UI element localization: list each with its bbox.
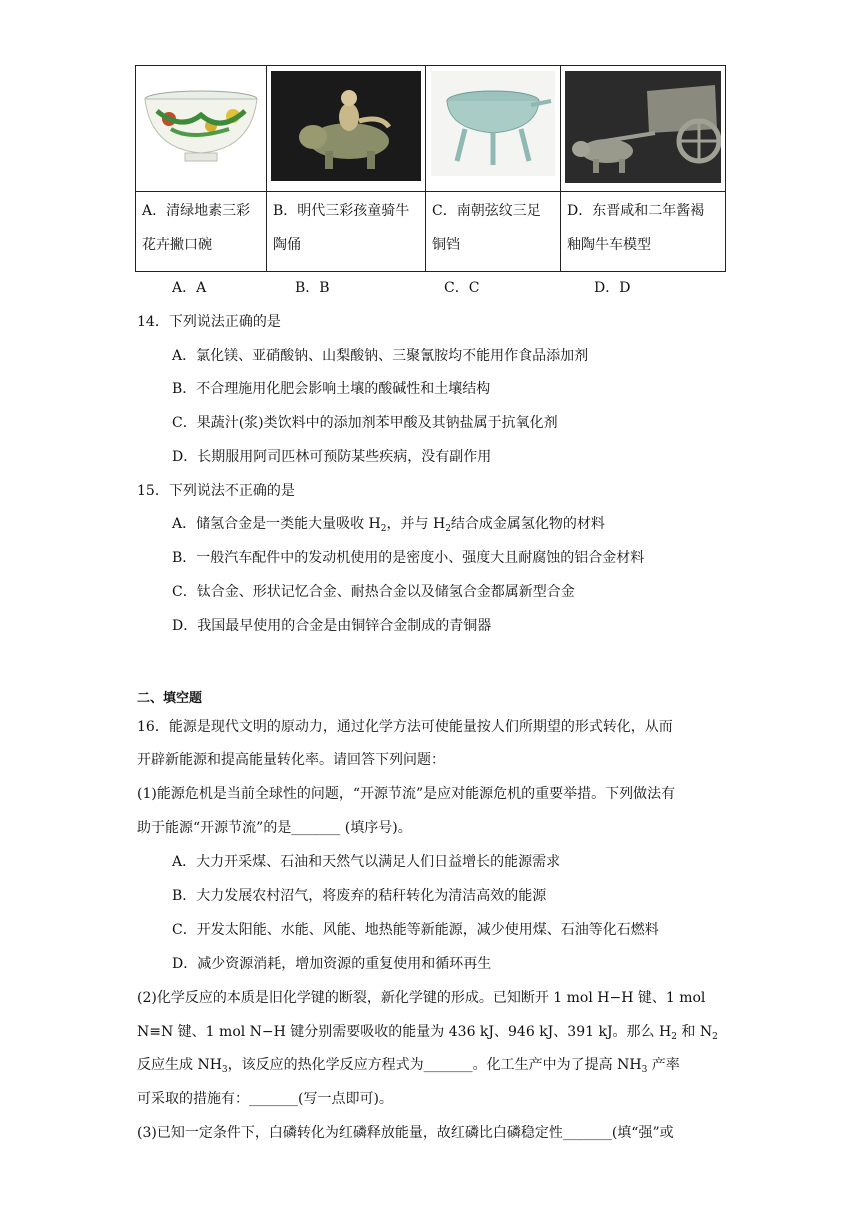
q13-answer-options [0,278,860,298]
q15-option-c: C．钛合金、形状记忆合金、耐热合金以及储氢合金都属新型合金 [172,584,575,600]
q15-option-d: D．我国最早使用的合金是由铜锌合金制成的青铜器 [172,618,492,634]
q15-option-a: A．储氢合金是一类能大量吸收 $H_2$，并与 $H_2$结合成金属氢化物的材料 [172,516,605,534]
child-riding-ox-figurine-image [271,71,421,181]
q14-option-c: C．果蔬汁(浆)类饮料中的添加剂苯甲酸及其钠盐属于抗氧化剂 [172,415,558,431]
q14-option-a: A．氯化镁、亚硝酸钠、山梨酸钠、三聚氰胺均不能用作食品添加剂 [172,348,589,364]
bronze-tripod-vessel-image [431,71,555,176]
q14-stem: 14．下列说法正确的是 [137,314,281,330]
section-heading: 二、填空题 [137,691,203,706]
q16-part1-line1: (1)能源危机是当前全球性的问题，“开源节流”是应对能源危机的重要举措。下列做法有 [137,786,676,802]
q16-part1-option-c: C．开发太阳能、水能、风能、地热能等新能源，减少使用煤、石油等化石燃料 [172,922,659,938]
q14-option-d: D．长期服用阿司匹林可预防某些疾病，没有副作用 [172,449,492,465]
q14-option-b: B．不合理施用化肥会影响土壤的酸碱性和土壤结构 [172,381,491,397]
q16-part1-line2: 助于能源“开源节流”的是_______ (填序号)。 [137,820,412,836]
artifact-image-table [135,65,726,272]
caption-d: D．东晋咸和二年酱褐 釉陶牛车模型 [561,192,726,272]
q16-part1-option-b: B．大力发展农村沼气，将废弃的秸秆转化为清洁高效的能源 [172,888,547,904]
answer-option-d: D．D [594,280,631,296]
image-cell-c [426,66,561,192]
image-cell-d [561,66,726,192]
image-cell-a [136,66,267,192]
caption-a: A．清绿地素三彩 花卉撇口碗 [136,192,267,272]
q16-part3-line1: (3)已知一定条件下，白磷转化为红磷释放能量，故红磷比白磷稳定性_______(填“强”或 [137,1125,674,1141]
q16-stem-line1: 16．能源是现代文明的原动力，通过化学方法可使能量按人们所期望的形式转化，从而 [137,719,673,735]
q15-stem: 15．下列说法不正确的是 [137,483,295,499]
image-cell-b [267,66,426,192]
q16-part1-option-a: A．大力开采煤、石油和天然气以满足人们日益增长的能源需求 [172,854,561,870]
caption-c: C．南朝弦纹三足 铜铛 [426,192,561,272]
answer-option-c: C．C [444,280,480,296]
q16-stem-line2: 开辟新能源和提高能量转化率。请回答下列问题： [137,752,445,768]
q16-part2-line2: N≡N 键、1 mol N−H 键分别需要吸收的能量为 436 kJ、946 kJ、391 kJ。那么 $H_2$ 和 $N_2$ [137,1024,718,1042]
caption-b: B．明代三彩孩童骑牛 陶俑 [267,192,426,272]
q16-part2-line3: 反应生成 $NH_3$，该反应的热化学反应方程式为_______。化工生产中为了提高 $NH_3$ 产率 [137,1057,680,1075]
answer-option-a: A．A [172,280,207,296]
q16-part1-option-d: D．减少资源消耗，增加资源的重复使用和循环再生 [172,956,492,972]
ox-cart-model-image [565,71,721,183]
answer-option-b: B．B [295,280,330,296]
q16-part2-line1: (2)化学反应的本质是旧化学键的断裂，新化学键的形成。已知断开 1 mol H−H 键、1 mol [137,990,706,1006]
q16-part2-line4: 可采取的措施有：_______(写一点即可)。 [137,1091,393,1107]
q15-option-b: B．一般汽车配件中的发动机使用的是密度小、强度大且耐腐蚀的铝合金材料 [172,550,645,566]
porcelain-bowl-image [141,71,261,171]
